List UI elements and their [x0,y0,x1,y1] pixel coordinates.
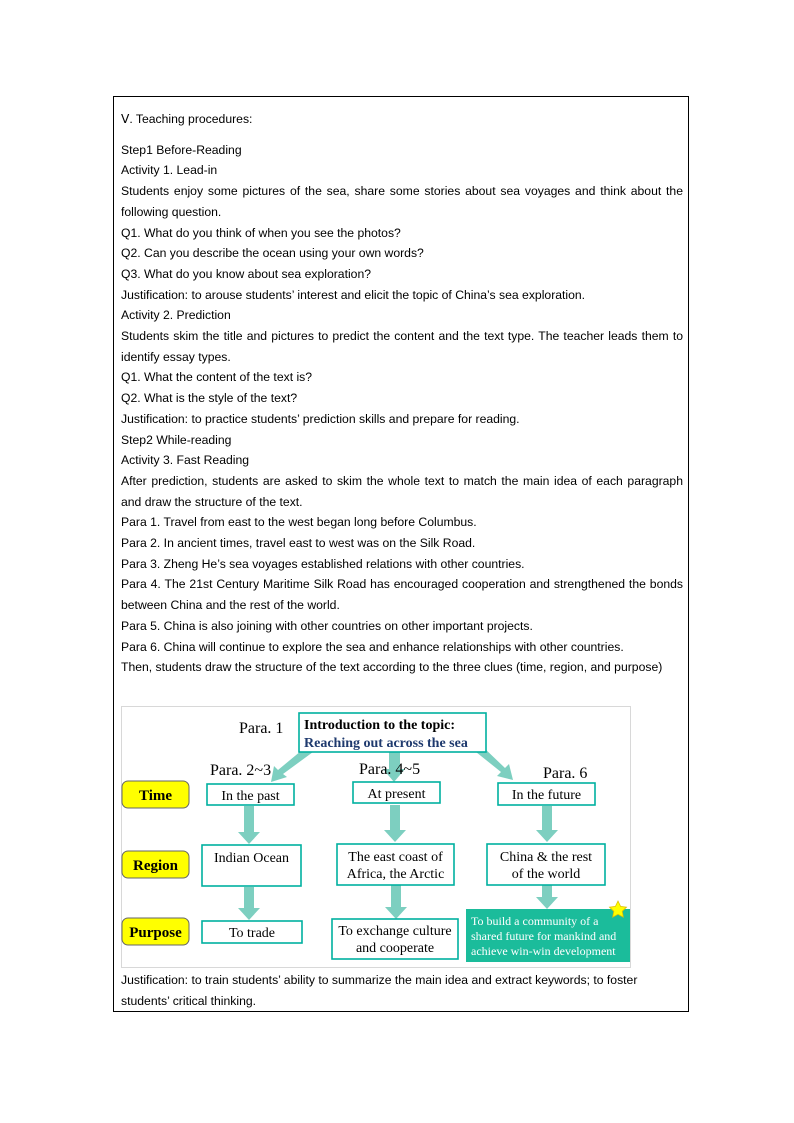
para-item: Para 4. The 21st Century Maritime Silk Road has encouraged cooperation and strengthened the bonds between China and the rest of the world. [121,577,683,613]
intro-line1: Introduction to the topic: [304,718,456,733]
activity3-desc: After prediction, students are asked to skim the whole text to match the main idea of each paragraph and draw the structure of the text. [121,473,683,509]
activity1-justification: Justification: to arouse students’ interest and elicit the topic of China’s sea exploration. [121,287,586,302]
para-item: Para 3. Zheng He’s sea voyages established relations with other countries. [121,556,525,571]
purpose-3-line2: shared future for mankind and [471,929,617,943]
structure-diagram [121,706,631,968]
activity2-justification: Justification: to practice students’ prediction skills and prepare for reading. [121,411,520,426]
col2-header: Para. 4~5 [359,761,421,778]
activity2-title: Activity 2. Prediction [121,308,231,323]
section-title: Ⅴ. Teaching procedures: [121,112,253,126]
region-2-line2: Africa, the Arctic [346,867,445,882]
activity1-desc: Students enjoy some pictures of the sea, share some stories about sea voyages and think about the following question. [121,184,683,219]
para-item: Para 6. China will continue to explore the sea and enhance relationships with other countries. [121,639,624,654]
purpose-1: To trade [228,926,276,941]
purpose-3-line3: achieve win-win development [471,944,616,958]
para-item: Para 5. China is also joining with other countries on other important projects. [121,618,533,633]
final-justification-block [121,970,683,1011]
time-past: In the past [221,789,280,804]
region-2-line1: The east coast of [348,850,443,865]
row-label-time: Time [138,788,173,804]
row-label-region: Region [133,858,178,874]
para-item: Para 2. In ancient times, travel east to west was on the Silk Road. [121,536,476,551]
region-3-line2: of the world [511,867,581,882]
para-item: Para 1. Travel from east to the west began long before Columbus. [121,515,477,530]
time-present: At present [367,787,426,802]
step2-heading: Step2 While-reading [121,432,232,447]
activity2-q1: Q1. What the content of the text is? [121,370,313,385]
activity2-q2: Q2. What is the style of the text? [121,391,298,406]
purpose-3-line1: To build a community of a [471,914,599,928]
activity3-then: Then, students draw the structure of the text according to the three clues (time, region, and purpose) [121,660,663,675]
activity3-title: Activity 3. Fast Reading [121,453,250,468]
activity1-title: Activity 1. Lead-in [121,163,218,178]
col1-header: Para. 2~3 [210,762,272,779]
region-1: Indian Ocean [213,851,290,866]
activity1-q1: Q1. What do you think of when you see the photos? [121,225,401,240]
purpose-2-line1: To exchange culture [338,924,452,939]
row-label-purpose: Purpose [129,925,182,941]
region-3-line1: China & the rest [499,850,593,865]
col3-header: Para. 6 [543,765,588,782]
final-justification: Justification: to train students’ ability to summarize the main idea and extract keywords; to foster students’ critical thinking. [121,973,638,1008]
purpose-2-line2: and cooperate [355,941,435,956]
intro-line2: Reaching out across the sea [304,736,468,751]
procedure-text [121,109,683,678]
activity1-q2: Q2. Can you describe the ocean using your own words? [121,246,424,261]
para1-label: Para. 1 [239,720,284,737]
step1-heading: Step1 Before-Reading [121,142,242,157]
time-future: In the future [511,788,582,803]
activity2-desc: Students skim the title and pictures to predict the content and the text type. The teacher leads them to identify essay types. [121,329,683,364]
activity1-q3: Q3. What do you know about sea exploration? [121,266,371,281]
